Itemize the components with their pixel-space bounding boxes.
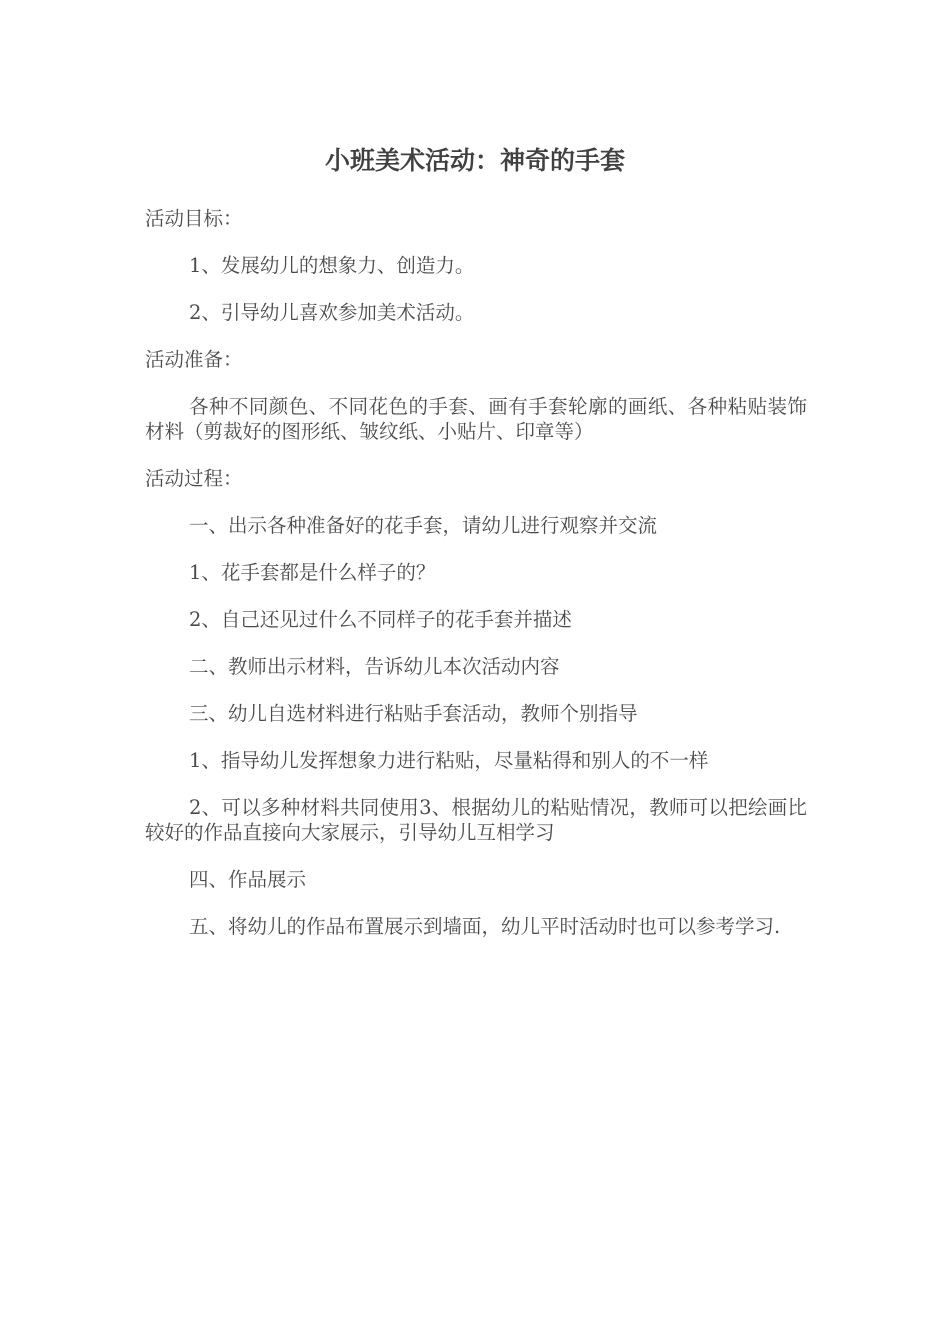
document-body [145,206,807,961]
process-substep-1-2: 2、自己还见过什么不同样子的花手套并描述 [189,608,572,631]
document-title: 小班美术活动：神奇的手套 [324,146,625,175]
goal-item-1: 1、发展幼儿的想象力、创造力。 [189,254,475,277]
process-step-1: 一、出示各种准备好的花手套，请幼儿进行观察并交流 [189,514,658,537]
process-step-4: 四、作品展示 [189,868,307,891]
process-substep-3-2: 2、可以多种材料共同使用3、根据幼儿的粘贴情况，教师可以把绘画比较好的作品直接向大家展示，引导幼儿互相学习 [145,796,807,844]
section-heading-preparation: 活动准备： [145,348,243,371]
process-step-5: 五、将幼儿的作品布置展示到墙面，幼儿平时活动时也可以参考学习. [189,915,781,938]
section-heading-process: 活动过程： [145,467,243,490]
goal-item-2: 2、引导幼儿喜欢参加美术活动。 [189,301,475,324]
preparation-text: 各种不同颜色、不同花色的手套、画有手套轮廓的画纸、各种粘贴装饰材料（剪裁好的图形纸、皱纹纸、小贴片、印章等） [145,395,807,443]
process-substep-1-1: 1、花手套都是什么样子的？ [189,561,436,584]
process-step-2: 二、教师出示材料，告诉幼儿本次活动内容 [189,655,560,678]
process-step-3: 三、幼儿自选材料进行粘贴手套活动，教师个别指导 [189,702,638,725]
process-substep-3-1: 1、指导幼儿发挥想象力进行粘贴，尽量粘得和别人的不一样 [189,749,709,772]
section-heading-goals: 活动目标： [145,207,243,230]
